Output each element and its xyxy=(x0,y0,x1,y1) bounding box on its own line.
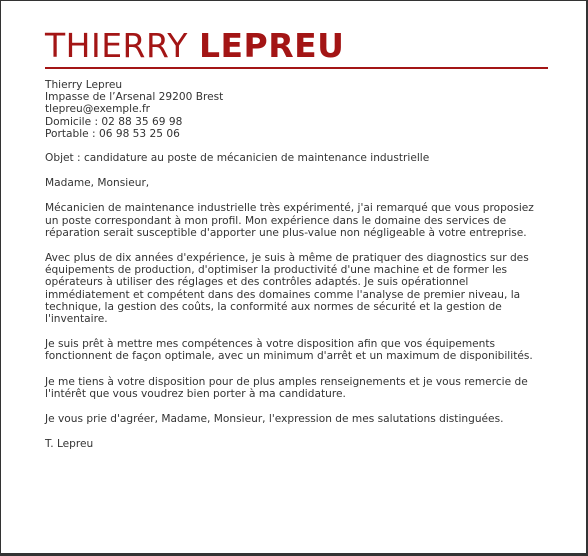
sender-name-heading xyxy=(45,27,544,65)
contact-email: tlepreu@exemple.fr xyxy=(45,103,151,116)
last-name: LEPREU xyxy=(198,26,345,65)
letter-paragraph-3: Je suis prêt à mettre mes compétences à votre disposition afin que vos équipements fonctionnent de façon optimale, avec un minimum d'arrêt et un maximum de disponibilités. xyxy=(45,338,533,363)
contact-address: Impasse de l’Arsenal 29200 Brest xyxy=(45,91,224,104)
letter-closing: Je vous prie d'agréer, Madame, Monsieur, l'expression de mes salutations distinguées. xyxy=(45,413,504,426)
letter-salutation: Madame, Monsieur, xyxy=(45,177,150,190)
letter-paragraph-1: Mécanicien de maintenance industrielle très expérimenté, j'ai remarqué que vous proposiez un poste correspondant à mon profil. Mon expérience dans le domaine des services de réparation serait susceptible d'apporter une plus-value non négligeable à votre entreprise. xyxy=(45,202,534,239)
letter-paragraph-4: Je me tiens à votre disposition pour de plus amples renseignements et je vous remercie de l'intérêt que vous voudrez bien porter à ma candidature. xyxy=(45,375,528,400)
letter-body xyxy=(45,152,544,450)
contact-block xyxy=(45,79,544,140)
letter-subject: Objet : candidature au poste de mécanicien de maintenance industrielle xyxy=(45,152,430,165)
letter-paragraph-2: Avec plus de dix années d'expérience, je suis à même de pratiquer des diagnostics sur des équipements de production, d'optimiser la productivité d'une machine et de former les opérateurs à utiliser des réglages et des contrôles adaptés. Je suis opérationnel immédiatement et compétent dans des domaines comme l'analyse de premier niveau, la technique, la gestion des coûts, la conformité aux normes de sécurité et la gestion de l'inventaire. xyxy=(45,252,529,326)
contact-name: Thierry Lepreu xyxy=(45,79,123,91)
contact-home-phone: Domicile : 02 88 35 69 98 xyxy=(45,115,183,128)
letter-signature: T. Lepreu xyxy=(45,438,94,451)
contact-mobile-phone: Portable : 06 98 53 25 06 xyxy=(45,127,180,140)
first-name: THIERRY xyxy=(45,26,199,65)
header-rule xyxy=(45,67,548,69)
